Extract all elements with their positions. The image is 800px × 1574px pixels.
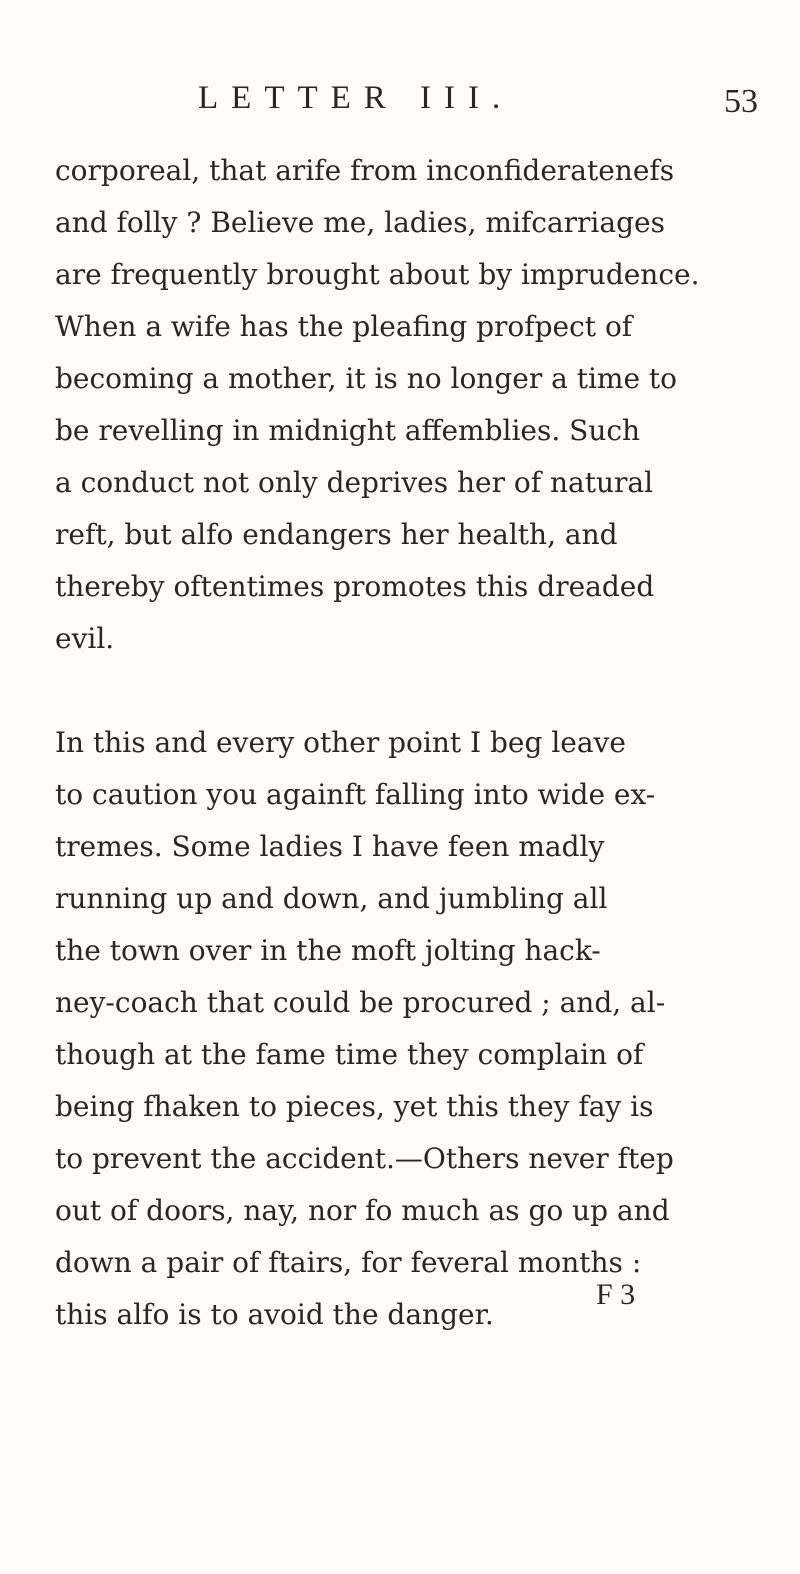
text-line: tremes. Some ladies I have feen madly [55,830,605,863]
text-line: When a wife has the pleafing profpect of [55,310,633,343]
page-number: 53 [724,83,758,120]
running-head [198,60,758,120]
text-line: being fhaken to pieces, yet this they fay is [55,1090,654,1123]
text-line: corporeal, that arife from inconfideratenefs [55,154,675,187]
signature-mark: F 3 [596,1278,636,1311]
text-line: down a pair of ftairs, for feveral months : [55,1246,642,1279]
text-line: a conduct not only deprives her of natural [55,466,654,499]
text-line: evil. [55,622,115,655]
body-text [55,145,770,1341]
text-line: becoming a mother, it is no longer a time to [55,362,678,395]
text-line: running up and down, and jumbling all [55,882,608,915]
text-line: though at the fame time they complain of [55,1038,644,1071]
text-line: be revelling in midnight affemblies. Such [55,414,641,447]
text-line: to caution you againft falling into wide ex- [55,778,656,811]
text-line: and folly ? Believe me, ladies, mifcarriages [55,206,665,239]
text-line: ney-coach that could be procured ; and, al- [55,986,666,1019]
paragraph-gap [55,665,770,717]
text-line: this alfo is to avoid the danger. [55,1298,494,1331]
text-line: out of doors, nay, nor fo much as go up and [55,1194,670,1227]
text-line: are frequently brought about by imprudence. [55,258,700,291]
running-head-title: LETTER III. [198,80,514,116]
paragraph-2 [55,717,770,1341]
paragraph-1 [55,145,770,665]
text-line: thereby oftentimes promotes this dreaded [55,570,655,603]
text-line: In this and every other point I beg leave [55,726,626,759]
text-line: reft, but alfo endangers her health, and [55,518,618,551]
text-line: the town over in the moft jolting hack- [55,934,601,967]
text-line: to prevent the accident.—Others never ftep [55,1142,674,1175]
